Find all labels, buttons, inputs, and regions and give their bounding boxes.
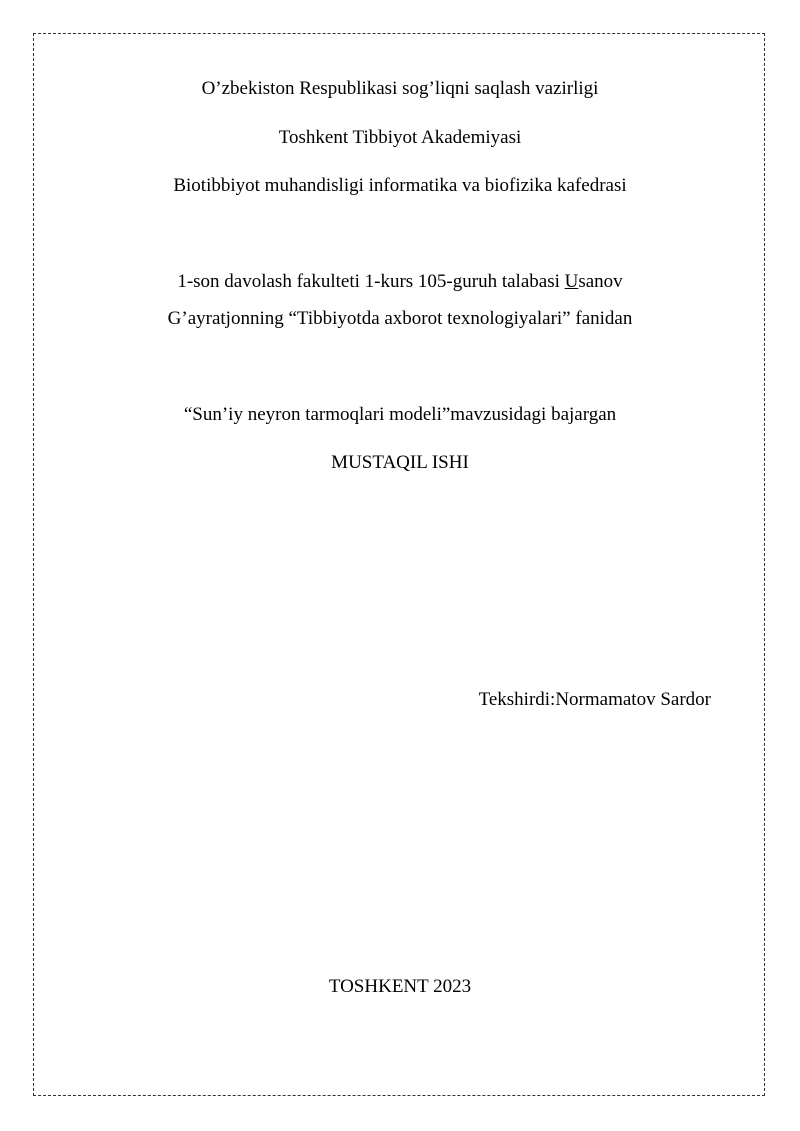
ministry-title: O’zbekiston Respublikasi sog’liqni saqlash vazirligi	[201, 78, 599, 99]
student-line-1-suffix: sanov	[578, 271, 623, 292]
student-name-underlined-initial: U	[564, 271, 579, 292]
academy-title: Toshkent Tibbiyot Akademiyasi	[278, 127, 522, 148]
student-line-1-prefix: 1-son davolash fakulteti 1-kurs 105-guruh talabasi	[177, 271, 565, 292]
work-type: MUSTAQIL ISHI	[331, 452, 469, 473]
student-line-1	[0, 270, 800, 294]
reviewer-line: Tekshirdi:Normamatov Sardor	[478, 689, 711, 710]
topic-line: “Sun’iy neyron tarmoqlari modeli”mavzusidagi bajargan	[183, 404, 617, 425]
department-title: Biotibbiyot muhandisligi informatika va biofizika kafedrasi	[173, 175, 627, 196]
student-line-2: G’ayratjonning “Tibbiyotda axborot texnologiyalari” fanidan	[167, 308, 633, 329]
city-year-footer: TOSHKENT 2023	[328, 976, 472, 997]
